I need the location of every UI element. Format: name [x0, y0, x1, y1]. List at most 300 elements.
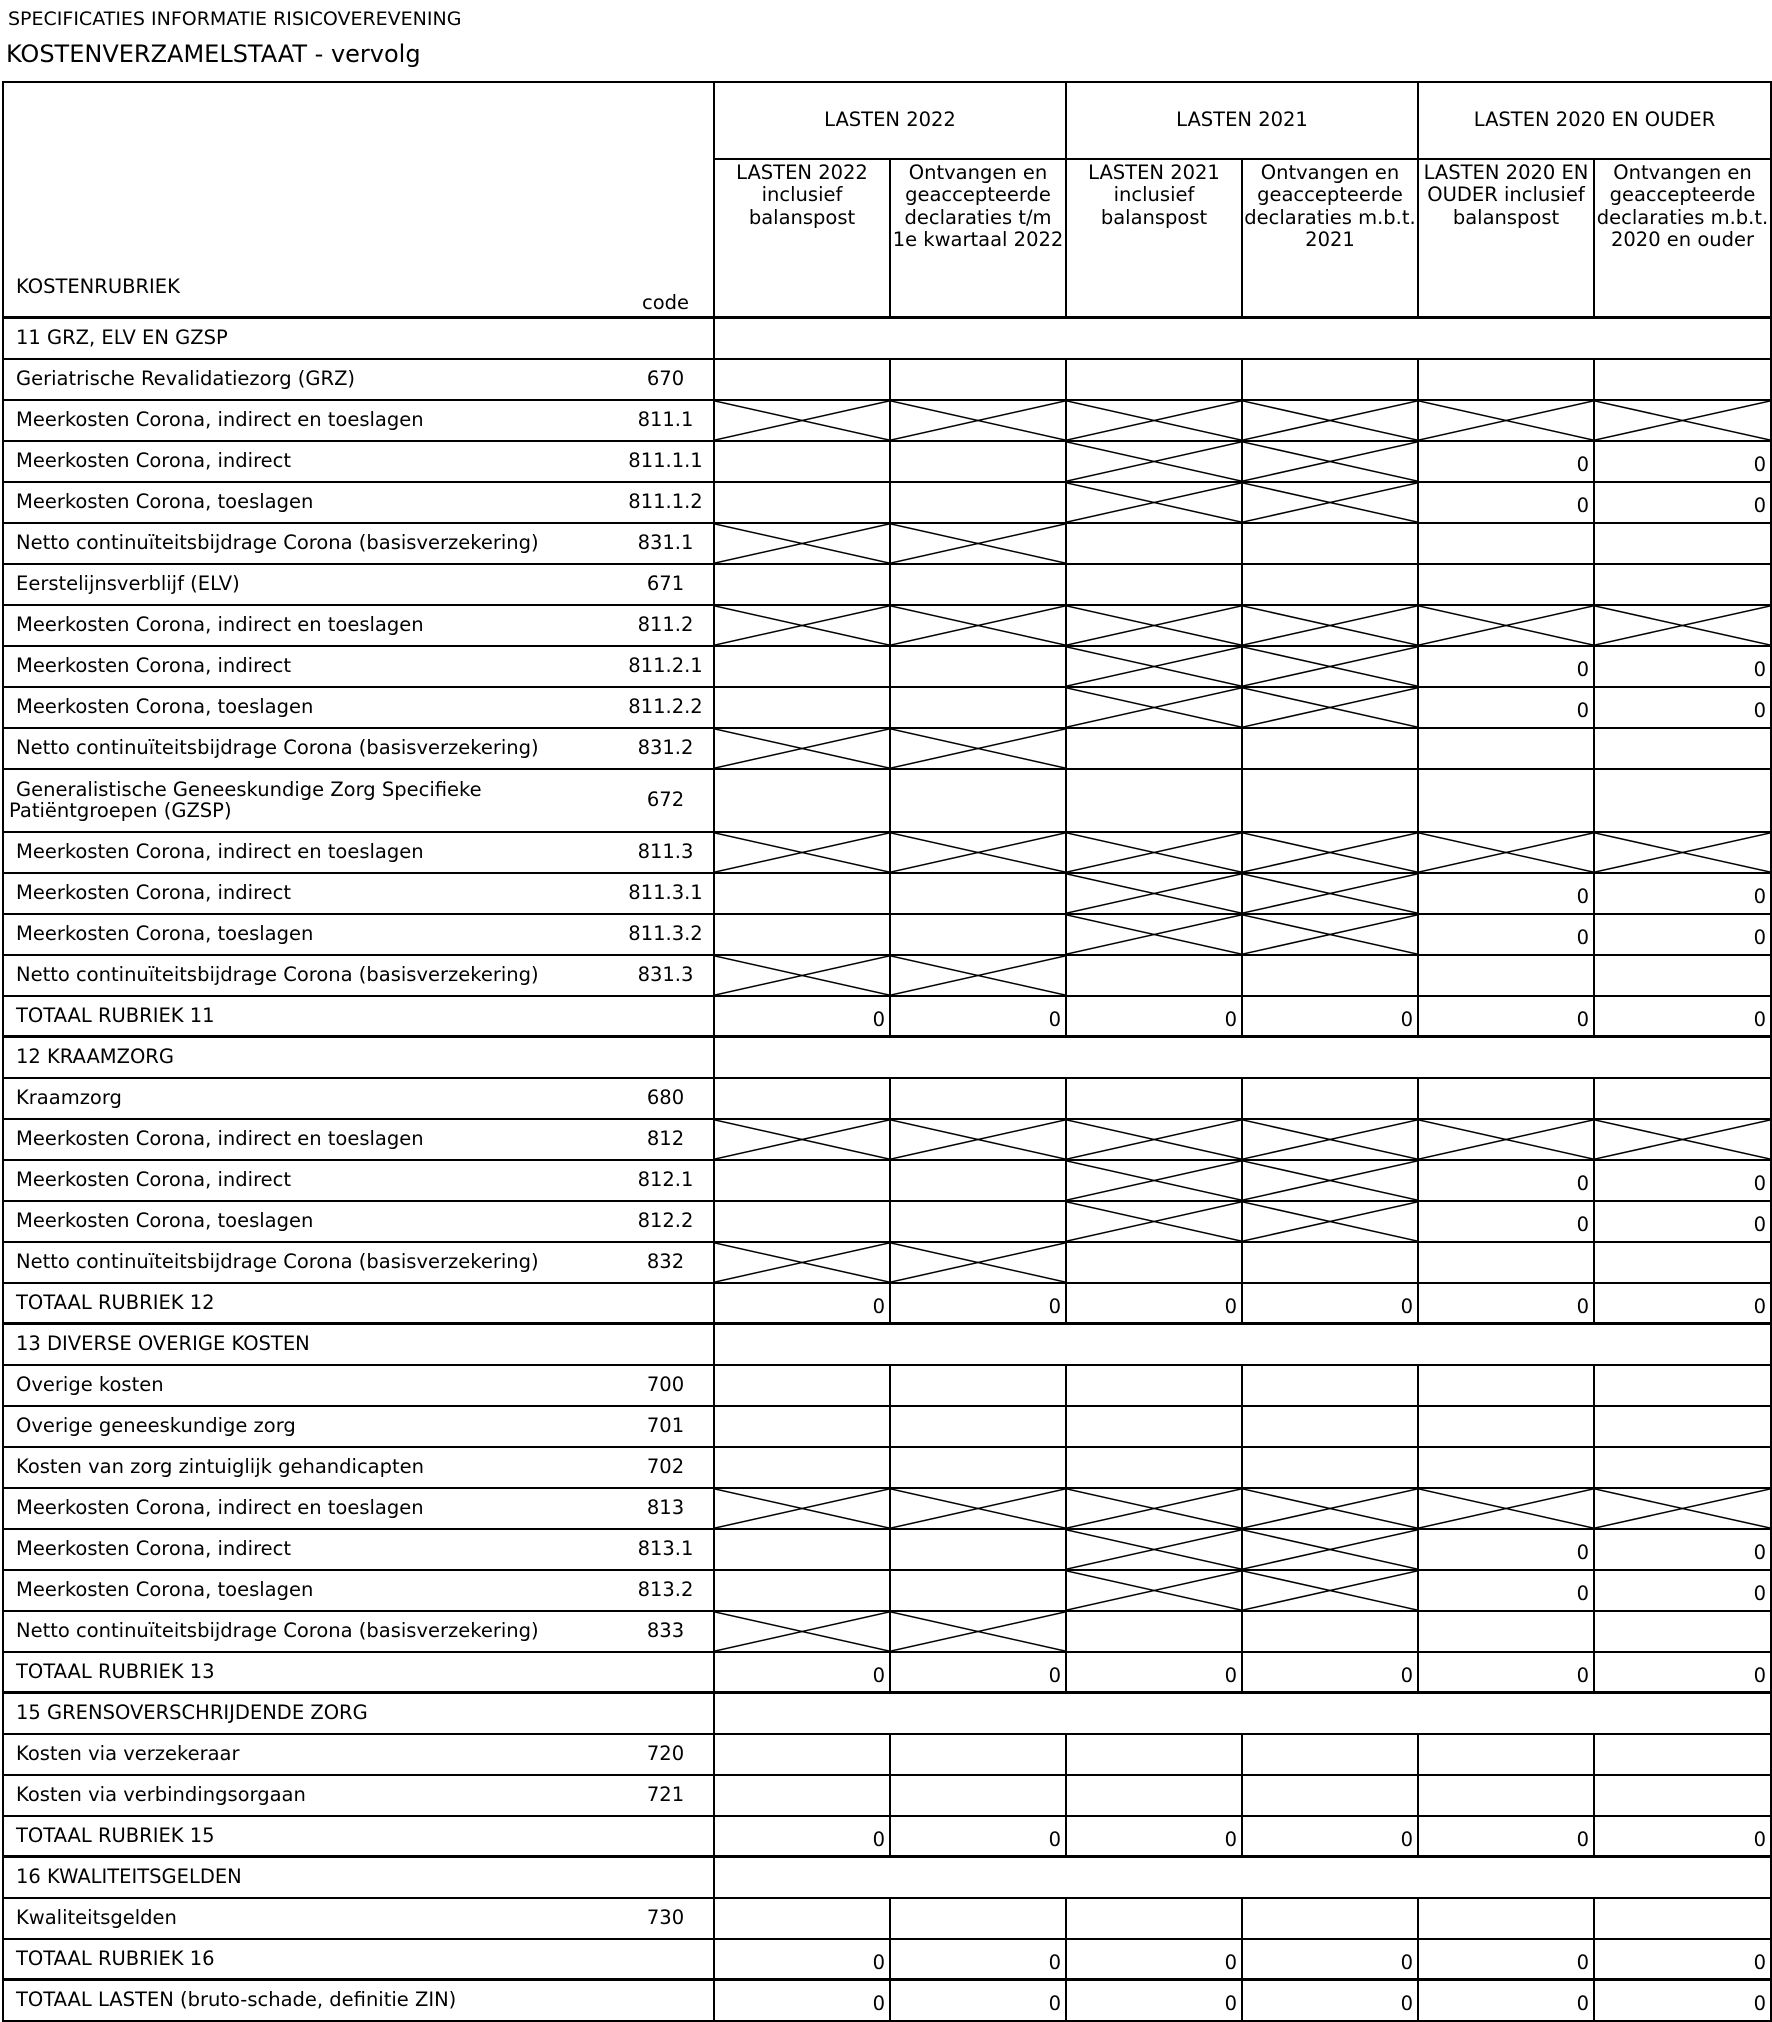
input-cell[interactable]: [890, 441, 1066, 482]
input-cell[interactable]: [1066, 1447, 1242, 1488]
total-row: [3, 996, 1771, 1037]
crossed-cell: [1066, 1119, 1242, 1160]
row-code: 670: [618, 359, 714, 400]
input-cell[interactable]: [890, 359, 1066, 400]
crossed-cell: [1242, 1529, 1418, 1570]
subheader-declaraties-2022: Ontvangen en geaccepteerde declaraties t/m 1e kwartaal 2022: [890, 159, 1066, 318]
row-code: 831.2: [618, 728, 714, 769]
crossed-cell: [714, 1488, 890, 1529]
row-label: Meerkosten Corona, indirect: [3, 1160, 618, 1201]
row-label: Eerstelijnsverblijf (ELV): [3, 564, 618, 605]
value-cell: 0: [1242, 1283, 1418, 1324]
subheader-lasten-2022: LASTEN 2022 inclusief balanspost: [714, 159, 890, 318]
value-cell: 0: [1594, 441, 1771, 482]
value-cell: 0: [1066, 1980, 1242, 2021]
input-cell[interactable]: [1066, 1406, 1242, 1447]
row-label: Kosten via verzekeraar: [3, 1734, 618, 1775]
input-cell[interactable]: [1418, 955, 1594, 996]
input-cell[interactable]: [890, 1078, 1066, 1119]
row-label: Meerkosten Corona, indirect: [3, 1529, 618, 1570]
value-cell: 0: [1066, 1939, 1242, 1980]
row-label: Overige geneeskundige zorg: [3, 1406, 618, 1447]
input-cell[interactable]: [1594, 728, 1771, 769]
row-code: 671: [618, 564, 714, 605]
crossed-cell: [714, 1119, 890, 1160]
section-title: 12 KRAAMZORG: [3, 1037, 714, 1078]
crossed-cell: [1418, 605, 1594, 646]
row-code: 701: [618, 1406, 714, 1447]
value-cell: 0: [1594, 482, 1771, 523]
input-cell[interactable]: [1418, 359, 1594, 400]
input-cell[interactable]: [1242, 1898, 1418, 1939]
crossed-cell: [714, 523, 890, 564]
input-cell[interactable]: [714, 482, 890, 523]
row-label: Meerkosten Corona, indirect: [3, 873, 618, 914]
input-cell[interactable]: [1066, 359, 1242, 400]
input-cell[interactable]: [714, 914, 890, 955]
input-cell[interactable]: [1066, 728, 1242, 769]
input-cell[interactable]: [890, 1365, 1066, 1406]
input-cell[interactable]: [1594, 1365, 1771, 1406]
crossed-cell: [1418, 1119, 1594, 1160]
input-cell[interactable]: [890, 914, 1066, 955]
document-title: SPECIFICATIES INFORMATIE RISICOVEREVENING: [8, 8, 462, 30]
row-label: TOTAAL RUBRIEK 16: [3, 1939, 618, 1980]
input-cell[interactable]: [1242, 523, 1418, 564]
crossed-cell: [1066, 482, 1242, 523]
value-cell: 0: [1418, 1201, 1594, 1242]
row-label: Kraamzorg: [3, 1078, 618, 1119]
table-row: [3, 523, 1771, 564]
input-cell[interactable]: [1594, 359, 1771, 400]
input-cell[interactable]: [890, 564, 1066, 605]
value-cell: 0: [1242, 1816, 1418, 1857]
table-row: [3, 1160, 1771, 1201]
crossed-cell: [1242, 400, 1418, 441]
input-cell[interactable]: [1594, 1734, 1771, 1775]
crossed-cell: [1242, 646, 1418, 687]
crossed-cell: [890, 523, 1066, 564]
crossed-cell: [1066, 1529, 1242, 1570]
crossed-cell: [1066, 441, 1242, 482]
crossed-cell: [1066, 1160, 1242, 1201]
table-row: [3, 728, 1771, 769]
crossed-cell: [1418, 1488, 1594, 1529]
input-cell[interactable]: [890, 1529, 1066, 1570]
value-cell: 0: [1418, 482, 1594, 523]
input-cell[interactable]: [890, 1447, 1066, 1488]
crossed-cell: [1242, 1119, 1418, 1160]
input-cell[interactable]: [890, 1775, 1066, 1816]
input-cell[interactable]: [1242, 1734, 1418, 1775]
input-cell[interactable]: [714, 1406, 890, 1447]
crossed-cell: [890, 955, 1066, 996]
row-code: 702: [618, 1447, 714, 1488]
row-code: [618, 1980, 714, 2021]
value-cell: 0: [1418, 1652, 1594, 1693]
row-label: Geriatrische Revalidatiezorg (GRZ): [3, 359, 618, 400]
crossed-cell: [1066, 832, 1242, 873]
input-cell[interactable]: [1418, 1078, 1594, 1119]
crossed-cell: [714, 728, 890, 769]
row-label: Meerkosten Corona, toeslagen: [3, 914, 618, 955]
value-cell: 0: [714, 996, 890, 1037]
input-cell[interactable]: [714, 1734, 890, 1775]
input-cell[interactable]: [714, 1365, 890, 1406]
row-code: [618, 1816, 714, 1857]
row-code: 811.2: [618, 605, 714, 646]
input-cell[interactable]: [714, 359, 890, 400]
value-cell: 0: [1418, 1160, 1594, 1201]
input-cell[interactable]: [890, 646, 1066, 687]
subheader-declaraties-2020: Ontvangen en geaccepteerde declaraties m.b.t. 2020 en ouder: [1594, 159, 1771, 318]
input-cell[interactable]: [714, 646, 890, 687]
section-title: 13 DIVERSE OVERIGE KOSTEN: [3, 1324, 714, 1365]
row-label: Meerkosten Corona, toeslagen: [3, 482, 618, 523]
row-code: 811.1.1: [618, 441, 714, 482]
row-code: 831.3: [618, 955, 714, 996]
input-cell[interactable]: [1594, 1775, 1771, 1816]
crossed-cell: [890, 1611, 1066, 1652]
input-cell[interactable]: [1066, 523, 1242, 564]
crossed-cell: [890, 1242, 1066, 1283]
row-label: Meerkosten Corona, indirect en toeslagen: [3, 832, 618, 873]
input-cell[interactable]: [1594, 1898, 1771, 1939]
value-cell: 0: [1242, 1652, 1418, 1693]
table-row: [3, 832, 1771, 873]
section-header-row: [3, 1693, 1771, 1734]
input-cell[interactable]: [714, 1775, 890, 1816]
table-row: [3, 1529, 1771, 1570]
row-label: Meerkosten Corona, indirect: [3, 441, 618, 482]
input-cell[interactable]: [714, 1447, 890, 1488]
crossed-cell: [714, 1611, 890, 1652]
value-cell: 0: [1594, 1816, 1771, 1857]
value-cell: 0: [1242, 996, 1418, 1037]
input-cell[interactable]: [1242, 564, 1418, 605]
value-cell: 0: [1418, 1570, 1594, 1611]
input-cell[interactable]: [1066, 769, 1242, 832]
crossed-cell: [1066, 400, 1242, 441]
row-label: Meerkosten Corona, toeslagen: [3, 1201, 618, 1242]
section-empty-cell: [714, 1324, 1771, 1365]
crossed-cell: [890, 400, 1066, 441]
input-cell[interactable]: [1242, 1775, 1418, 1816]
crossed-cell: [1242, 605, 1418, 646]
input-cell[interactable]: [1242, 1611, 1418, 1652]
input-cell[interactable]: [1418, 523, 1594, 564]
value-cell: 0: [1594, 1980, 1771, 2021]
row-code: 811.1: [618, 400, 714, 441]
value-cell: 0: [1418, 687, 1594, 728]
value-cell: 0: [1418, 1980, 1594, 2021]
crossed-cell: [1066, 1201, 1242, 1242]
crossed-cell: [890, 605, 1066, 646]
table-row: [3, 769, 1771, 832]
section-title: 15 GRENSOVERSCHRIJDENDE ZORG: [3, 1693, 714, 1734]
value-cell: 0: [714, 1980, 890, 2021]
input-cell[interactable]: [1418, 1406, 1594, 1447]
value-cell: 0: [1594, 687, 1771, 728]
input-cell[interactable]: [890, 1406, 1066, 1447]
input-cell[interactable]: [1066, 1078, 1242, 1119]
crossed-cell: [1594, 1488, 1771, 1529]
input-cell[interactable]: [1066, 1898, 1242, 1939]
table-row: [3, 1447, 1771, 1488]
input-cell[interactable]: [1594, 1242, 1771, 1283]
row-label: Meerkosten Corona, toeslagen: [3, 1570, 618, 1611]
total-row: [3, 1939, 1771, 1980]
input-cell[interactable]: [1242, 955, 1418, 996]
input-cell[interactable]: [890, 687, 1066, 728]
total-row: [3, 1652, 1771, 1693]
input-cell[interactable]: [1066, 564, 1242, 605]
input-cell[interactable]: [1418, 564, 1594, 605]
input-cell[interactable]: [1418, 1898, 1594, 1939]
input-cell[interactable]: [714, 769, 890, 832]
value-cell: 0: [1418, 914, 1594, 955]
row-label: TOTAAL RUBRIEK 13: [3, 1652, 618, 1693]
row-label: Meerkosten Corona, indirect en toeslagen: [3, 605, 618, 646]
crossed-cell: [1242, 1570, 1418, 1611]
crossed-cell: [714, 1242, 890, 1283]
row-code: 812.1: [618, 1160, 714, 1201]
input-cell[interactable]: [1418, 1365, 1594, 1406]
table-row: [3, 1078, 1771, 1119]
section-header-row: [3, 318, 1771, 359]
input-cell[interactable]: [714, 1898, 890, 1939]
value-cell: 0: [714, 1652, 890, 1693]
crossed-cell: [1242, 687, 1418, 728]
table-row: [3, 1898, 1771, 1939]
input-cell[interactable]: [1594, 1611, 1771, 1652]
input-cell[interactable]: [1242, 728, 1418, 769]
row-code: 832: [618, 1242, 714, 1283]
row-label: Overige kosten: [3, 1365, 618, 1406]
row-code: 811.3: [618, 832, 714, 873]
crossed-cell: [1242, 1201, 1418, 1242]
crossed-cell: [714, 832, 890, 873]
row-label: Netto continuïteitsbijdrage Corona (basisverzekering): [3, 728, 618, 769]
value-cell: 0: [1418, 996, 1594, 1037]
crossed-cell: [714, 400, 890, 441]
value-cell: 0: [890, 1980, 1066, 2021]
row-code: 700: [618, 1365, 714, 1406]
table-row: [3, 564, 1771, 605]
row-code: [618, 1652, 714, 1693]
row-label: TOTAAL LASTEN (bruto-schade, definitie ZIN): [3, 1980, 618, 2021]
value-cell: 0: [1066, 996, 1242, 1037]
input-cell[interactable]: [890, 1898, 1066, 1939]
value-cell: 0: [1418, 873, 1594, 914]
row-code: 833: [618, 1611, 714, 1652]
input-cell[interactable]: [1066, 1242, 1242, 1283]
group-header-2020: LASTEN 2020 EN OUDER: [1418, 82, 1771, 159]
input-cell[interactable]: [1418, 1775, 1594, 1816]
row-code: 831.1: [618, 523, 714, 564]
input-cell[interactable]: [890, 1734, 1066, 1775]
input-cell[interactable]: [1594, 523, 1771, 564]
input-cell[interactable]: [714, 1078, 890, 1119]
value-cell: 0: [1242, 1939, 1418, 1980]
input-cell[interactable]: [1418, 728, 1594, 769]
crossed-cell: [1594, 1119, 1771, 1160]
input-cell[interactable]: [714, 1529, 890, 1570]
input-cell[interactable]: [714, 1570, 890, 1611]
cost-table: [2, 81, 1772, 2022]
crossed-cell: [1066, 646, 1242, 687]
row-label: TOTAAL RUBRIEK 15: [3, 1816, 618, 1857]
crossed-cell: [714, 955, 890, 996]
input-cell[interactable]: [890, 769, 1066, 832]
crossed-cell: [890, 1488, 1066, 1529]
input-cell[interactable]: [1242, 359, 1418, 400]
input-cell[interactable]: [1418, 1242, 1594, 1283]
row-label: Kosten via verbindingsorgaan: [3, 1775, 618, 1816]
value-cell: 0: [1594, 1570, 1771, 1611]
input-cell[interactable]: [1066, 1365, 1242, 1406]
crossed-cell: [1066, 873, 1242, 914]
table-row: [3, 1201, 1771, 1242]
value-cell: 0: [1418, 1283, 1594, 1324]
row-label: Meerkosten Corona, indirect: [3, 646, 618, 687]
row-label: Netto continuïteitsbijdrage Corona (basisverzekering): [3, 955, 618, 996]
table-row: [3, 605, 1771, 646]
value-cell: 0: [1594, 1160, 1771, 1201]
input-cell[interactable]: [1242, 1406, 1418, 1447]
input-cell[interactable]: [1594, 564, 1771, 605]
input-cell[interactable]: [1242, 1078, 1418, 1119]
row-label: Generalistische Geneeskundige Zorg Specifieke Patiëntgroepen (GZSP): [3, 769, 618, 832]
input-cell[interactable]: [714, 564, 890, 605]
table-row: [3, 1734, 1771, 1775]
value-cell: 0: [1066, 1816, 1242, 1857]
table-row: [3, 873, 1771, 914]
input-cell[interactable]: [1242, 769, 1418, 832]
row-label: Meerkosten Corona, toeslagen: [3, 687, 618, 728]
input-cell[interactable]: [890, 1201, 1066, 1242]
table-row: [3, 1119, 1771, 1160]
input-cell[interactable]: [1242, 1447, 1418, 1488]
crossed-cell: [1242, 914, 1418, 955]
input-cell[interactable]: [1594, 1406, 1771, 1447]
value-cell: 0: [890, 1816, 1066, 1857]
value-cell: 0: [1418, 441, 1594, 482]
crossed-cell: [1594, 832, 1771, 873]
row-code: 812.2: [618, 1201, 714, 1242]
crossed-cell: [890, 728, 1066, 769]
input-cell[interactable]: [1066, 1734, 1242, 1775]
input-cell[interactable]: [1066, 1611, 1242, 1652]
section-header-row: [3, 1324, 1771, 1365]
input-cell[interactable]: [890, 873, 1066, 914]
input-cell[interactable]: [890, 1160, 1066, 1201]
row-code: 813.2: [618, 1570, 714, 1611]
value-cell: 0: [1594, 1201, 1771, 1242]
value-cell: 0: [1418, 1529, 1594, 1570]
input-cell[interactable]: [890, 482, 1066, 523]
table-row: [3, 914, 1771, 955]
input-cell[interactable]: [1594, 1447, 1771, 1488]
input-cell[interactable]: [1242, 1365, 1418, 1406]
value-cell: 0: [1594, 1939, 1771, 1980]
row-code: [618, 996, 714, 1037]
crossed-cell: [1242, 1160, 1418, 1201]
input-cell[interactable]: [1594, 955, 1771, 996]
crossed-cell: [1066, 687, 1242, 728]
input-cell[interactable]: [1242, 1242, 1418, 1283]
subheader-declaraties-2021: Ontvangen en geaccepteerde declaraties m.b.t. 2021: [1242, 159, 1418, 318]
input-cell[interactable]: [714, 873, 890, 914]
table-row: [3, 687, 1771, 728]
value-cell: 0: [1594, 996, 1771, 1037]
table-row: [3, 359, 1771, 400]
row-code: 811.2.1: [618, 646, 714, 687]
value-cell: 0: [890, 1652, 1066, 1693]
row-code: 811.3.2: [618, 914, 714, 955]
section-empty-cell: [714, 1037, 1771, 1078]
input-cell[interactable]: [714, 1201, 890, 1242]
table-body: [3, 318, 1771, 2021]
value-cell: 0: [1418, 1816, 1594, 1857]
crossed-cell: [1242, 832, 1418, 873]
section-header-row: [3, 1037, 1771, 1078]
input-cell[interactable]: [890, 1570, 1066, 1611]
value-cell: 0: [1594, 646, 1771, 687]
table-row: [3, 955, 1771, 996]
crossed-cell: [1418, 400, 1594, 441]
value-cell: 0: [1594, 1529, 1771, 1570]
table-row: [3, 1775, 1771, 1816]
value-cell: 0: [890, 1939, 1066, 1980]
row-code: 812: [618, 1119, 714, 1160]
row-code: 811.3.1: [618, 873, 714, 914]
input-cell[interactable]: [1418, 1611, 1594, 1652]
row-code: 672: [618, 769, 714, 832]
value-cell: 0: [890, 1283, 1066, 1324]
crossed-cell: [1066, 1488, 1242, 1529]
row-label: Kosten van zorg zintuiglijk gehandicapten: [3, 1447, 618, 1488]
crossed-cell: [714, 605, 890, 646]
total-row: [3, 1283, 1771, 1324]
value-cell: 0: [1594, 873, 1771, 914]
input-cell[interactable]: [714, 687, 890, 728]
input-cell[interactable]: [714, 1160, 890, 1201]
row-code: [618, 1283, 714, 1324]
row-code: 811.2.2: [618, 687, 714, 728]
crossed-cell: [1418, 832, 1594, 873]
input-cell[interactable]: [1594, 1078, 1771, 1119]
row-label: Meerkosten Corona, indirect en toeslagen: [3, 1488, 618, 1529]
input-cell[interactable]: [714, 441, 890, 482]
row-label: Netto continuïteitsbijdrage Corona (basisverzekering): [3, 1611, 618, 1652]
input-cell[interactable]: [1418, 1734, 1594, 1775]
crossed-cell: [890, 832, 1066, 873]
crossed-cell: [1594, 400, 1771, 441]
section-title: 16 KWALITEITSGELDEN: [3, 1857, 714, 1898]
input-cell[interactable]: [1418, 1447, 1594, 1488]
input-cell[interactable]: [1594, 769, 1771, 832]
row-label: Kwaliteitsgelden: [3, 1898, 618, 1939]
crossed-cell: [890, 1119, 1066, 1160]
table-row: [3, 1488, 1771, 1529]
input-cell[interactable]: [1418, 769, 1594, 832]
row-label: TOTAAL RUBRIEK 12: [3, 1283, 618, 1324]
table-row: [3, 1406, 1771, 1447]
input-cell[interactable]: [1066, 955, 1242, 996]
input-cell[interactable]: [1066, 1775, 1242, 1816]
value-cell: 0: [890, 996, 1066, 1037]
